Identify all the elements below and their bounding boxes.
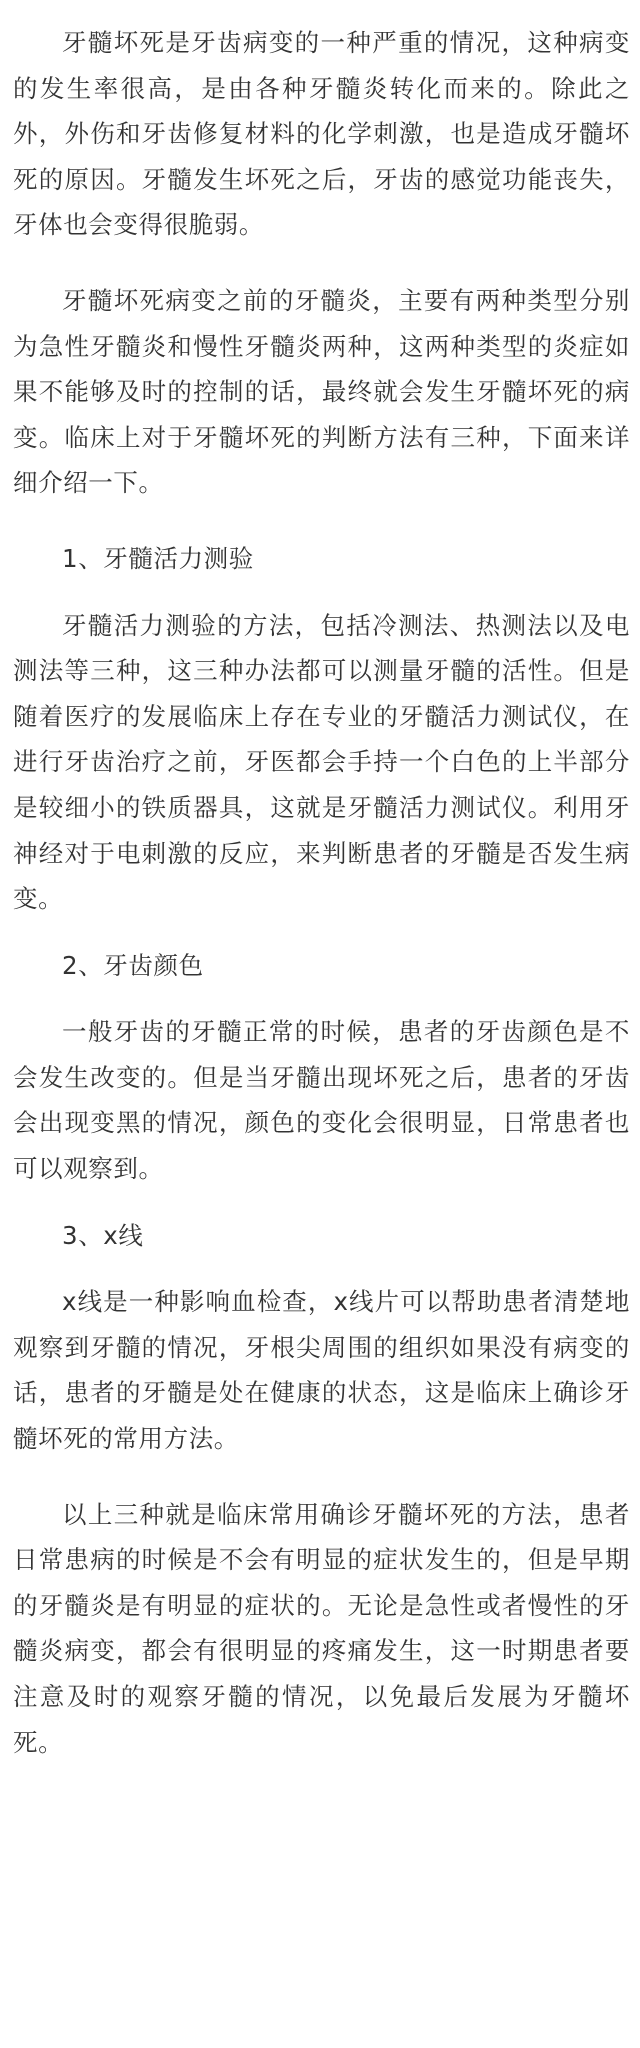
paragraph-conclusion: 以上三种就是临床常用确诊牙髓坏死的方法，患者日常患病的时候是不会有明显的症状发生的，但是早期的牙髓炎是有明显的症状的。无论是急性或者慢性的牙髓炎病变，都会有很明显的疼痛发生，这一时期患者要注意及时的观察牙髓的情况，以免最后发展为牙髓坏死。	[13, 1499, 630, 1757]
heading-xray: 3、x线	[62, 1220, 144, 1250]
heading-vitality-test: 1、牙髓活力测验	[62, 543, 254, 573]
paragraph-vitality-test: 牙髓活力测验的方法，包括冷测法、热测法以及电测法等三种，这三种办法都可以测量牙髓的活性。但是随着医疗的发展临床上存在专业的牙髓活力测试仪，在进行牙齿治疗之前，牙医都会手持一个白色的上半部分是较细小的铁质器具，这就是牙髓活力测试仪。利用牙神经对于电刺激的反应，来判断患者的牙髓是否发生病变。	[13, 610, 630, 914]
paragraph-intro: 牙髓坏死是牙齿病变的一种严重的情况，这种病变的发生率很高，是由各种牙髓炎转化而来的。除此之外，外伤和牙齿修复材料的化学刺激，也是造成牙髓坏死的原因。牙髓发生坏死之后，牙齿的感觉功能丧失，牙体也会变得很脆弱。	[13, 28, 630, 240]
paragraph-pulpitis-types: 牙髓坏死病变之前的牙髓炎，主要有两种类型分别为急性牙髓炎和慢性牙髓炎两种，这两种类型的炎症如果不能够及时的控制的话，最终就会发生牙髓坏死的病变。临床上对于牙髓坏死的判断方法有三种，下面来详细介绍一下。	[13, 285, 630, 498]
paragraph-xray: x线是一种影响血检查，x线片可以帮助患者清楚地观察到牙髓的情况，牙根尖周围的组织如果没有病变的话，患者的牙髓是处在健康的状态，这是临床上确诊牙髓坏死的常用方法。	[13, 1287, 630, 1454]
paragraph-tooth-color: 一般牙齿的牙髓正常的时候，患者的牙齿颜色是不会发生改变的。但是当牙髓出现坏死之后，患者的牙齿会出现变黑的情况，颜色的变化会很明显，日常患者也可以观察到。	[13, 1017, 630, 1184]
heading-tooth-color: 2、牙齿颜色	[62, 950, 204, 980]
